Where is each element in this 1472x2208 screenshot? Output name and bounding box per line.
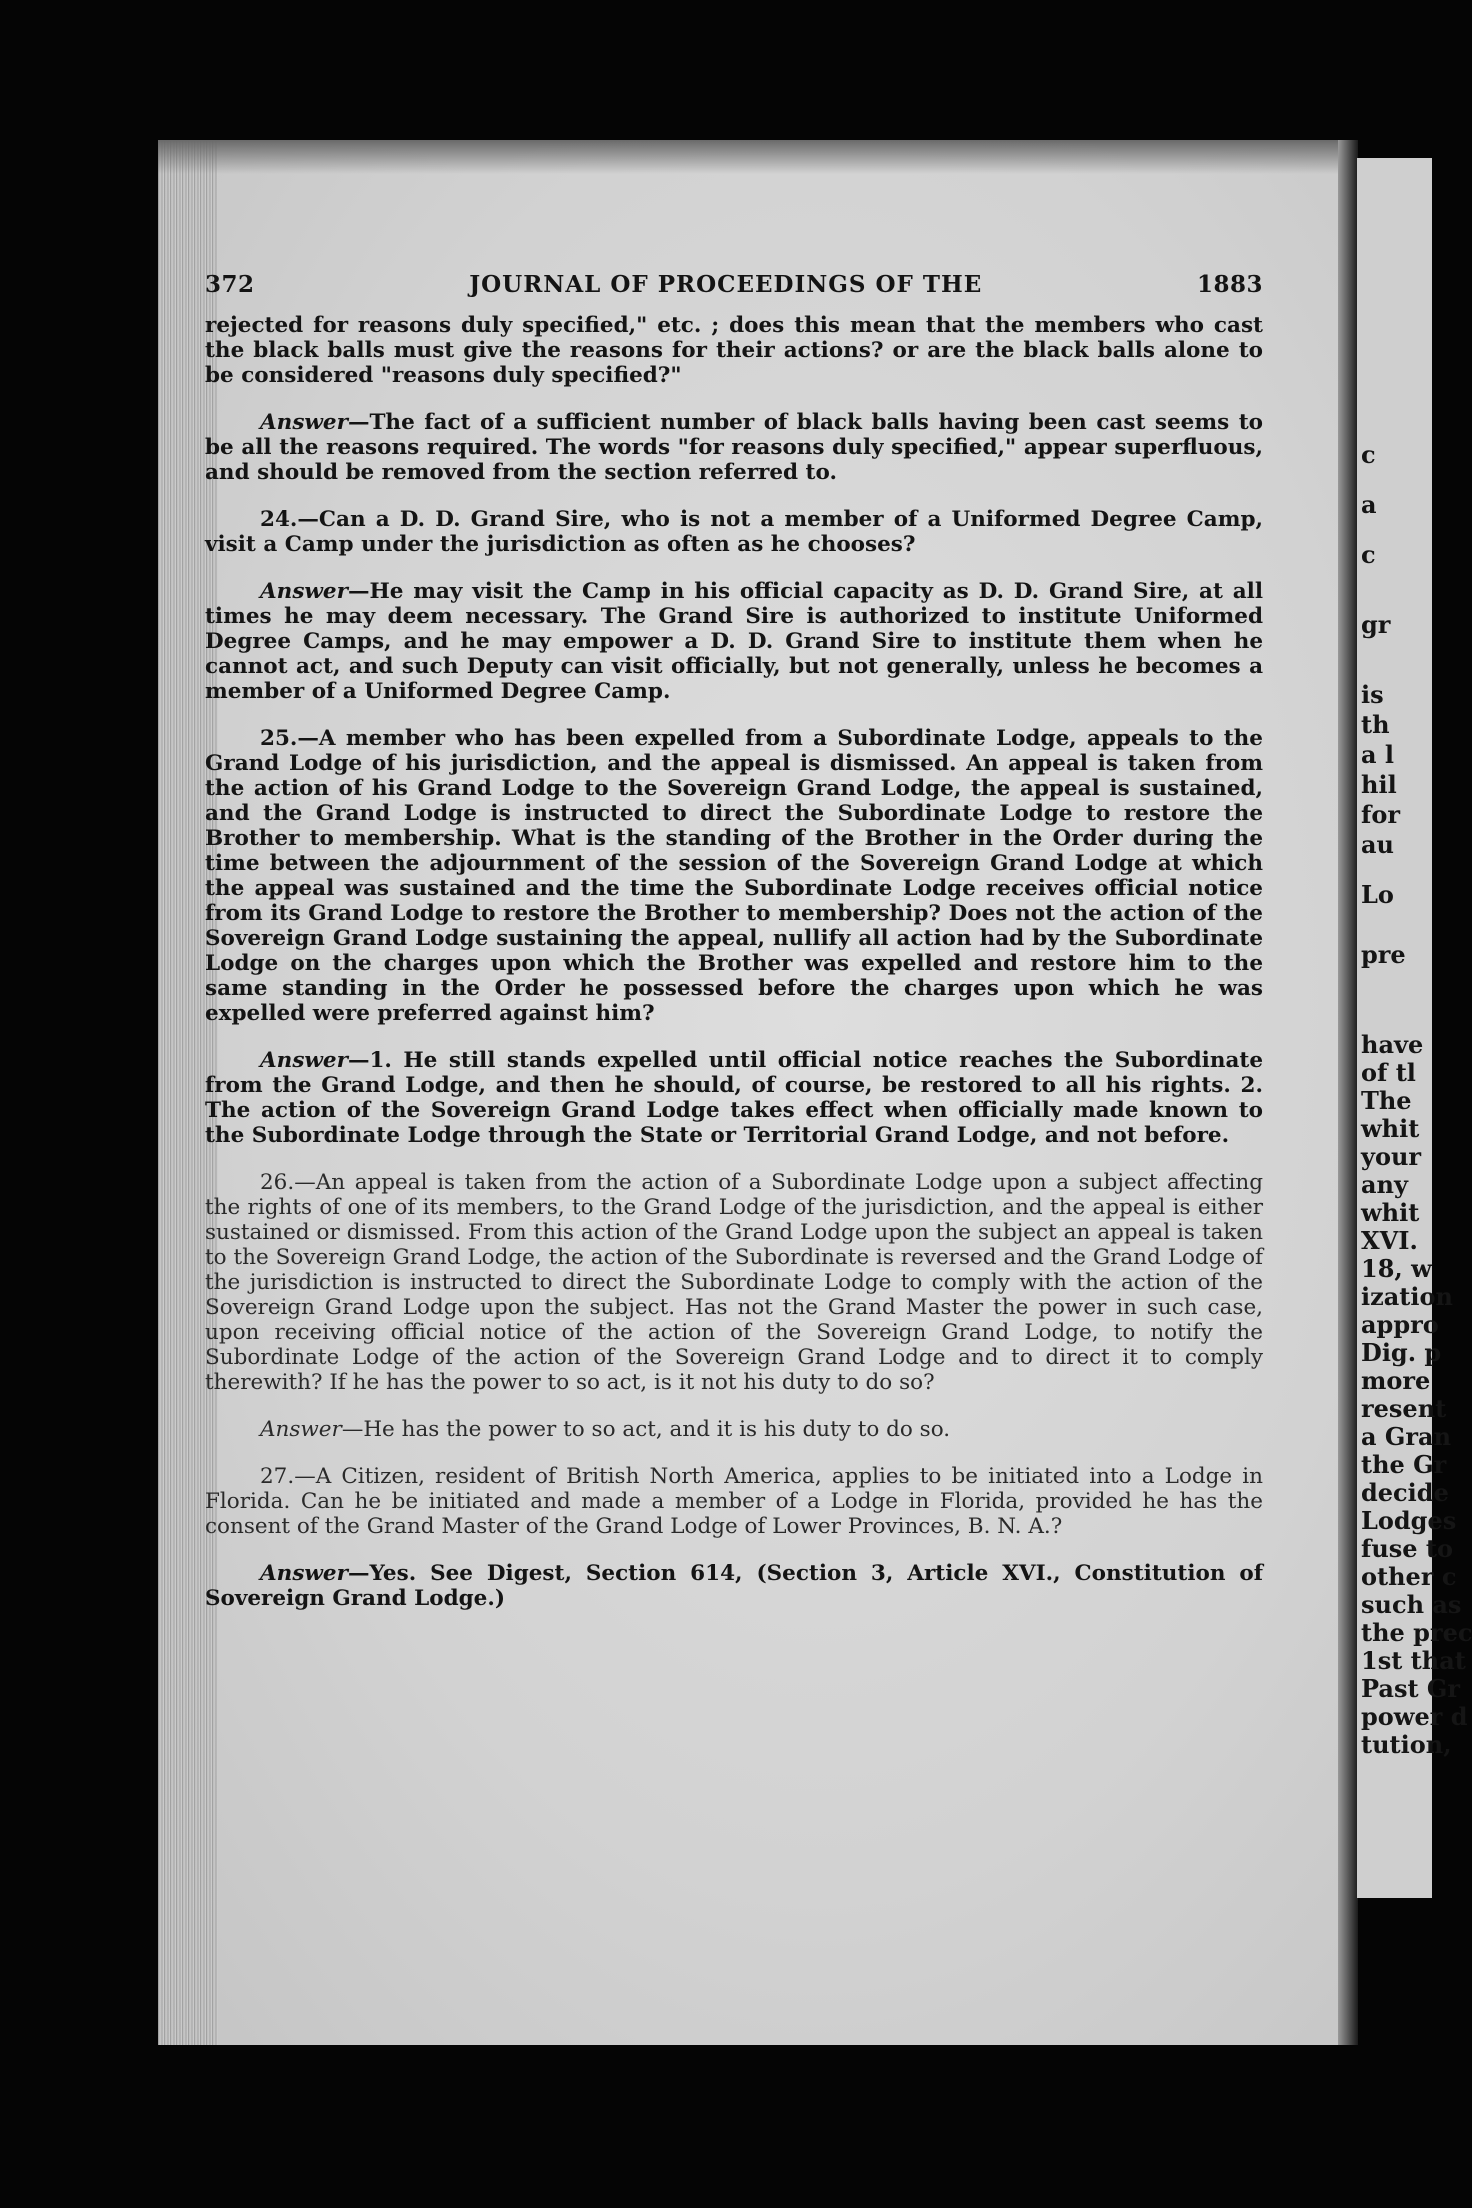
facing-page-fragment: the prec [1361, 1618, 1472, 1647]
facing-page-fragment: a Gran [1361, 1422, 1452, 1451]
facing-page-fragment: the Gr [1361, 1450, 1447, 1479]
facing-page-fragment: XVI. [1361, 1226, 1418, 1255]
facing-page-fragment: Lo [1361, 880, 1394, 909]
facing-page-fragment: a l [1361, 740, 1395, 769]
facing-page-fragment: is [1361, 680, 1384, 709]
answer-24: Answer—He may visit the Camp in his official capacity as D. D. Grand Sire, at all times he may deem necessary. The Grand Sire is authorized to institute Uniformed Degree Camps, and he may empower a D. D. Grand Sire to institute them when he cannot act, and such Deputy can visit officially, but not generally, unless he becomes a member of a Uniformed Degree Camp. [205, 579, 1263, 704]
facing-page-fragment: of tl [1361, 1058, 1416, 1087]
question-27: 27.—A Citizen, resident of British North America, applies to be initiated into a Lodge in Florida. Can he be initiated and made a member of a Lodge in Florida, provided he has the consent of the Grand Master of the Grand Lodge of Lower Provinces, B. N. A.? [205, 1464, 1263, 1539]
facing-page-fragment: more [1361, 1366, 1431, 1395]
page-gutter [1338, 140, 1358, 2045]
facing-page-fragment: pre [1361, 940, 1406, 969]
answer-25: Answer—1. He still stands expelled until official notice reaches the Subordinate from the Grand Lodge, and then he should, of course, be restored to all his rights. 2. The action of the Sovereign Grand Lodge takes effect when officially made known to the Subordinate Lodge through the State or Territorial Grand Lodge, and not before. [205, 1048, 1263, 1148]
page-year: 1883 [1196, 271, 1263, 298]
facing-page-fragment: Lodges [1361, 1506, 1457, 1535]
page-title: JOURNAL OF PROCEEDINGS OF THE [469, 271, 983, 298]
facing-page-fragment: resent [1361, 1394, 1447, 1423]
question-24: 24.—Can a D. D. Grand Sire, who is not a member of a Uniformed Degree Camp, visit a Camp under the jurisdiction as often as he chooses? [205, 507, 1263, 557]
running-header [205, 272, 1263, 297]
paragraph-continued: rejected for reasons duly specified," etc. ; does this mean that the members who cast the black balls must give the reasons for their actions? or are the black balls alone to be considered "reasons duly specified?" [205, 313, 1263, 388]
facing-page-fragment: for [1361, 800, 1400, 829]
page-number: 372 [205, 271, 255, 298]
facing-page-fragment: whit [1361, 1198, 1420, 1227]
facing-page-fragment: power d [1361, 1702, 1468, 1731]
facing-page-fragment: The [1361, 1086, 1412, 1115]
facing-page-fragment: gr [1361, 610, 1391, 639]
facing-page-fragment: such as [1361, 1590, 1462, 1619]
facing-page-fragment: have [1361, 1030, 1424, 1059]
facing-page-fragment: Past Gr [1361, 1674, 1461, 1703]
facing-page-fragment: ization [1361, 1282, 1453, 1311]
facing-page-fragment: whit [1361, 1114, 1420, 1143]
page-top-shadow [158, 140, 1358, 174]
facing-page-fragment: hil [1361, 770, 1397, 799]
facing-page-fragment: appro [1361, 1310, 1439, 1339]
facing-page-fragment: tution, [1361, 1730, 1452, 1759]
facing-page [1357, 158, 1472, 1898]
facing-page-fragment: fuse to [1361, 1534, 1454, 1563]
answer-26: Answer—He has the power to so act, and it is his duty to do so. [260, 1417, 951, 1442]
facing-page-fragment: your [1361, 1142, 1422, 1171]
facing-page-fragment: decide [1361, 1478, 1449, 1507]
facing-page-fragment: other c [1361, 1562, 1457, 1591]
facing-page-fragment: c [1361, 440, 1376, 469]
facing-page-fragment: Dig. p [1361, 1338, 1442, 1367]
facing-page-fragment: 1st that [1361, 1646, 1466, 1675]
question-25: 25.—A member who has been expelled from a Subordinate Lodge, appeals to the Grand Lodge of his jurisdiction, and the appeal is dismissed. An appeal is taken from the action of his Grand Lodge to the Sovereign Grand Lodge, the appeal is sustained, and the Grand Lodge is instructed to direct the Subordinate Lodge to restore the Brother to membership. What is the standing of the Brother in the Order during the time between the adjournment of the session of the Sovereign Grand Lodge at which the appeal was sustained and the time the Subordinate Lodge receives official notice from its Grand Lodge to restore the Brother to membership? Does not the action of the Sovereign Grand Lodge sustaining the appeal, nullify all action had by the Subordinate Lodge on the charges upon which the Brother was expelled and restore him to the same standing in the Order he possessed before the charges upon which he was expelled were preferred against him? [205, 726, 1263, 1026]
facing-page-fragment: any [1361, 1170, 1408, 1199]
facing-page-fragment: a [1361, 490, 1377, 519]
answer-27: Answer—Yes. See Digest, Section 614, (Section 3, Article XVI., Constitution of Sovereign Grand Lodge.) [205, 1561, 1263, 1611]
answer-23: Answer—The fact of a sufficient number of black balls having been cast seems to be all the reasons required. The words "for reasons duly specified," appear superfluous, and should be removed from the section referred to. [205, 410, 1263, 485]
facing-page-fragment: c [1361, 540, 1376, 569]
question-26: 26.—An appeal is taken from the action of a Subordinate Lodge upon a subject affecting the rights of one of its members, to the Grand Lodge of the jurisdiction, and the appeal is either sustained or dismissed. From this action of the Grand Lodge upon the subject an appeal is taken to the Sovereign Grand Lodge, the action of the Subordinate is reversed and the Grand Lodge of the jurisdiction is instructed to direct the Subordinate Lodge to comply with the action of the Sovereign Grand Lodge upon the subject. Has not the Grand Master the power in such case, upon receiving official notice of the action of the Sovereign Grand Lodge, to notify the Subordinate Lodge of the action of the Sovereign Grand Lodge and to direct it to comply therewith? If he has the power to so act, is it not his duty to do so? [205, 1170, 1263, 1395]
facing-page-fragment: th [1361, 710, 1390, 739]
page-text [205, 272, 1263, 1633]
facing-page-fragment: 18, w [1361, 1254, 1432, 1283]
facing-page-fragment: au [1361, 830, 1394, 859]
